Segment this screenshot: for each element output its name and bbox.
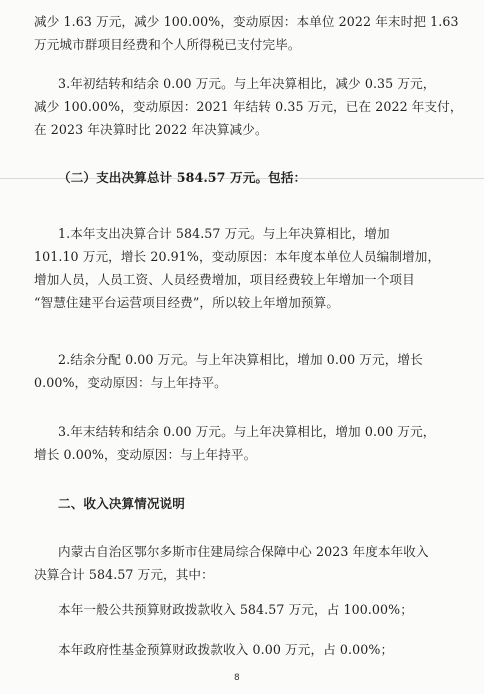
- text-line: （二）支出决算总计 584.57 万元。包括：: [58, 170, 307, 185]
- text-line: 减少 100.00%，变动原因：2021 年结转 0.35 万元，已在 2022 年支付，: [34, 99, 463, 114]
- text-line: 本年政府性基金预算财政拨款收入 0.00 万元，占 0.00%；: [58, 642, 394, 657]
- text-line: 本年一般公共预算财政拨款收入 584.57 万元，占 100.00%；: [58, 602, 413, 617]
- section-heading-expenditure-total: [34, 166, 464, 189]
- text-line: 1.本年支出决算合计 584.57 万元。与上年决算相比，增加: [58, 226, 390, 241]
- text-line: 0.00%，变动原因：与上年持平。: [34, 375, 227, 390]
- text-line: 万元城市群项目经费和个人所得税已支付完毕。: [34, 37, 301, 52]
- paragraph-general-budget-income: [34, 598, 464, 621]
- paragraph-income-change-1: [34, 10, 464, 56]
- text-line: 2.结余分配 0.00 万元。与上年决算相比，增加 0.00 万元，增长: [58, 352, 423, 367]
- text-line: 二、收入决算情况说明: [58, 496, 185, 511]
- paragraph-surplus-distribution: [34, 348, 464, 394]
- text-line: 减少 1.63 万元，减少 100.00%，变动原因：本单位 2022 年末时把 1.63: [34, 14, 459, 29]
- section-heading-income: [34, 492, 464, 515]
- text-line: 在 2023 年决算时比 2022 年决算减少。: [34, 122, 268, 137]
- text-line: “智慧住建平台运营项目经费”，所以较上年增加预算。: [34, 295, 340, 310]
- text-line: 增加人员，人员工资、人员经费增加，项目经费较上年增加一个项目: [34, 272, 415, 287]
- text-line: 101.10 万元，增长 20.91%，变动原因：本年度本单位人员编制增加，: [34, 249, 441, 264]
- text-line: 3.年末结转和结余 0.00 万元。与上年决算相比，增加 0.00 万元，: [58, 424, 436, 439]
- paragraph-closing-balance: [34, 420, 464, 466]
- paragraph-income-total: [34, 540, 464, 586]
- page-number: 8: [234, 673, 240, 683]
- text-line: 增长 0.00%，变动原因：与上年持平。: [34, 447, 257, 462]
- text-line: 决算合计 584.57 万元，其中：: [34, 567, 214, 582]
- paragraph-expenditure-detail: [34, 222, 464, 314]
- paragraph-fund-budget-income: [34, 638, 464, 661]
- text-line: 内蒙古自治区鄂尔多斯市住建局综合保障中心 2023 年度本年收入: [58, 544, 429, 559]
- text-line: 3.年初结转和结余 0.00 万元。与上年决算相比，减少 0.35 万元，: [58, 76, 436, 91]
- paragraph-opening-balance: [34, 72, 464, 141]
